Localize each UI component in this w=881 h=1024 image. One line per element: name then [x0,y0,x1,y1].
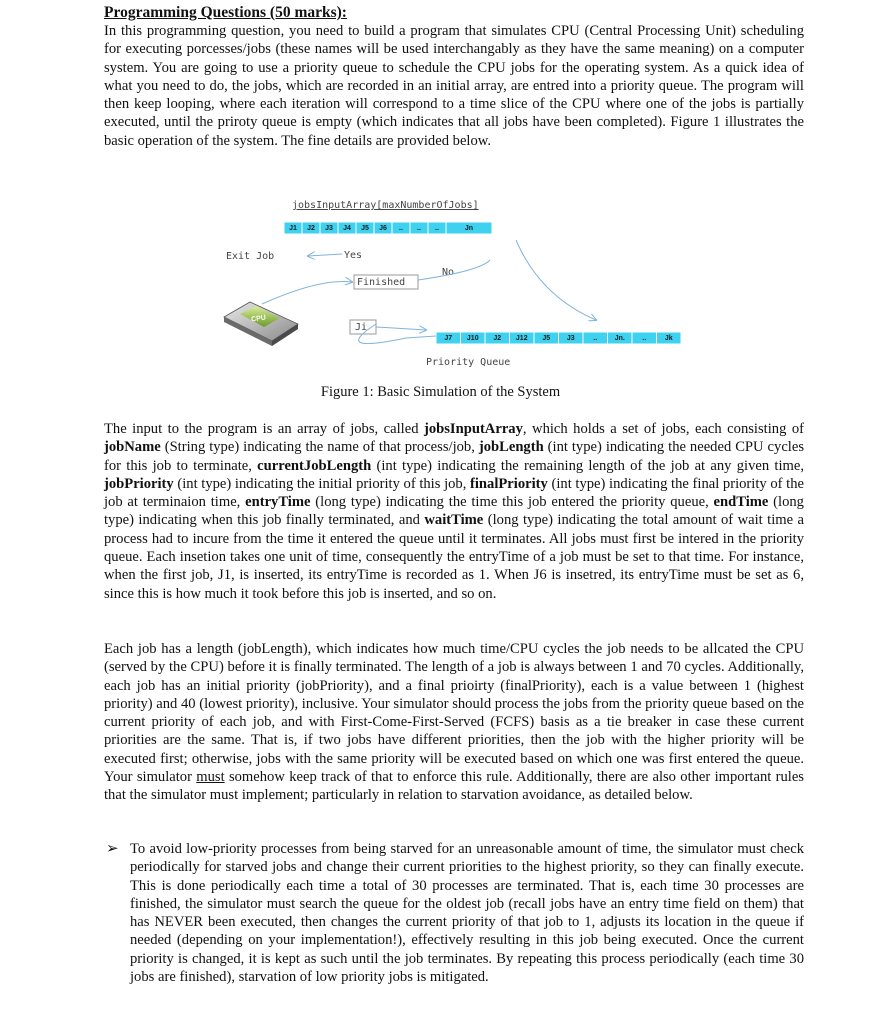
cpu-chip-icon [224,302,298,346]
input-array-cell-label: .. [417,225,421,232]
priority-queue-cell-label: Jn. [614,335,625,342]
priority-queue-cell-label: J7 [444,335,453,342]
priority-queue-cell-label: .. [593,335,598,342]
priority-queue-cell-label: J2 [493,335,502,342]
job-rules-paragraph: Each job has a length (jobLength), which indicates how much time/CPU cycles the job needs to be allcated the CPU (served by the CPU) before it is finally terminated. The length of a job is always between 1 and 70 cycles. Additionally, each job has an initial priority (jobPriority), and a final prioirty (finalPriority), each is a value between 1 (highest priority) and 40 (lowest priority), inclusive. Your simulator should process the jobs from the priority queue based on the current priority of each job, and with First-Come-First-Served (FCFS) basis as a tie breaker in case these current priorities are the same. That is, if two jobs have different priorities, then the job with the higher priority will be executed first; otherwise, jobs with the same priority will be executed based on which one was first entered the queue. Your simulator must somehow keep track of that to enforce this rule. Additionally, there are also other important rules that the simulator must implement; particularly in relation to starvation avoidance, as detailed below. [104,641,804,804]
cpu-label: CPU [250,314,267,324]
priority-queue-label: Priority Queue [426,357,511,368]
input-array-cell-label: J5 [361,225,369,232]
priority-queue [436,332,681,344]
figure-basic-simulation [200,196,720,376]
no-label: No [442,267,455,278]
exit-job-label: Exit Job [226,251,275,262]
ji-to-queue-arrow [376,327,426,330]
input-array-cell-label: Jn [464,225,474,232]
starvation-bullet-text: To avoid low-priority processes from being starved for an unreasonable amount of time, the simulator must check periodically for starved jobs and change their current priorities to the highest priority, so they can finally execute. This is done periodically each time a total of 30 processes are terminated. That is, each time 30 processes are finished, the simulator must search the queue for the oldest job (recall jobs have an entry time field on them) that has NEVER been executed, then changes the current priority of that job to 1, adjusts its location in the queue if needed (depending on your implementation!), effectively resulting in this job being executed. Once the current priority is changed, it is kept as such until the job terminates. By repeating this process periodically (each time 30 jobs are finished), starvation of low priority jobs is mitigated. [130,841,804,986]
section-heading: Programming Questions (50 marks): [104,4,347,21]
input-array [284,222,492,234]
priority-queue-cell-label: J3 [566,335,575,342]
input-array-cell-label: .. [435,225,439,232]
finished-label: Finished [357,277,406,288]
input-description-paragraph: The input to the program is an array of jobs, called jobsInputArray, which holds a set of jobs, each consisting of jobName (String type) indicating the name of that process/job, jobLength (int type) indicating the needed CPU cycles for this job to terminate, currentJobLength (int type) indicating the remaining length of the job at any given time, jobPriority (int type) indicating the initial priority of this job, finalPriority (int type) indicating the final priority of the job at terminaion time, entryTime (long type) indicating the time this job entered the priority queue, endTime (long type) indicating when this job finally terminated, and waitTime (long type) indicating the total amount of wait time a process had to incure from the time it entered the queue until it terminates. All jobs must first be intered in the priority queue. Each insetion takes one unit of time, consequently the entryTime of a job must be set to that time. For instance, when the first job, J1, is inserted, its entryTime is recorded as 1. When J6 is insetred, its entryTime must be set as 6, since this is how much it took before this job is inserted, and so on. [104,421,805,602]
priority-queue-cell-label: J5 [542,335,551,342]
priority-queue-cell-label: .. [642,335,647,342]
array-to-queue-arrow [516,240,596,320]
input-array-label: jobsInputArray[maxNumberOfJobs] [292,200,479,211]
input-array-cell-label: J4 [343,225,351,232]
priority-queue-cell-label: J10 [466,335,479,342]
input-array-cell-label: J2 [307,225,315,232]
priority-queue-cell-label: Jk [664,335,673,342]
exit-arrow [308,254,342,256]
yes-label: Yes [344,250,363,261]
cpu-to-finished-arrow [262,281,352,304]
input-array-cell-label: J6 [379,225,387,232]
input-array-cell-label: J1 [289,225,297,232]
input-array-cell-label: .. [399,225,403,232]
priority-queue-cell-label: J12 [515,335,528,342]
arrow-bullet-icon: ➢ [106,841,119,857]
current-job-label: Ji [355,322,368,333]
intro-paragraph: In this programming question, you need to build a program that simulates CPU (Central Processing Unit) scheduling for executing porcesses/jobs (these names will be used interchangably as they have the same meaning) on a computer system. You are going to use a priority queue to schedule the CPU jobs for the operating system. As a quick idea of what you need to do, the jobs, which are recorded in an initial array, are entred into a priority queue. The program will then keep looping, where each iteration will correspond to a time slice of the CPU where one of the jobs is partially executed, until the priroty queue is empty (which indicates that all jobs have been completed). Figure 1 illustrates the basic operation of the system. The fine details are provided below. [104,23,804,149]
input-array-cell-label: J3 [325,225,333,232]
figure-caption: Figure 1: Basic Simulation of the System [320,384,561,400]
